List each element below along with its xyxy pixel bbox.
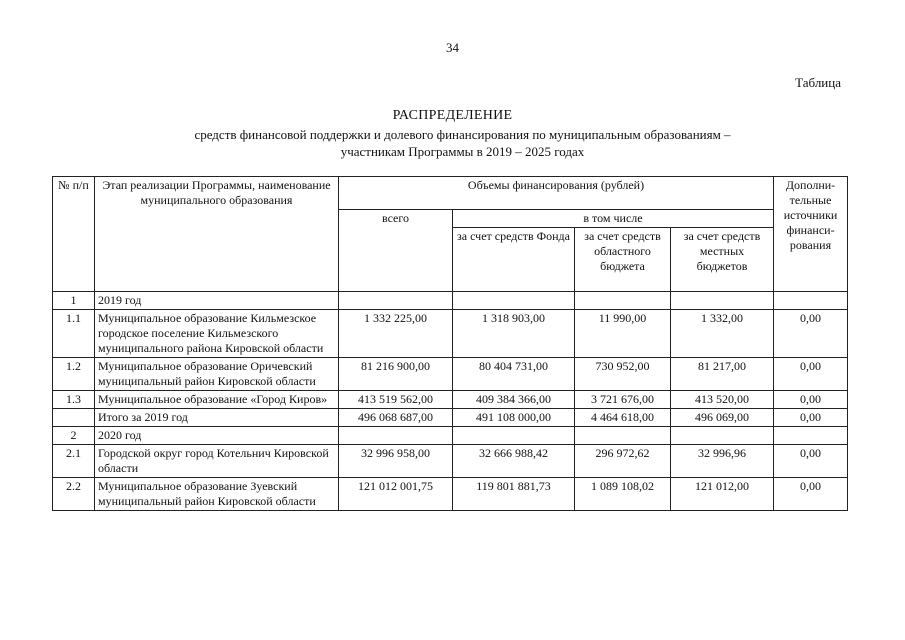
- table-row: [53, 445, 848, 478]
- cell-local: 32 996,96: [671, 445, 774, 478]
- header-total: всего: [339, 210, 453, 292]
- cell-fund: [453, 427, 575, 445]
- cell-regional: 296 972,62: [575, 445, 671, 478]
- cell-local: [671, 292, 774, 310]
- subtitle-line-1: средств финансовой поддержки и долевого финансирования по муниципальным образованиям –: [194, 127, 731, 142]
- cell-total: [339, 292, 453, 310]
- cell-extra: [774, 292, 848, 310]
- cell-regional: 3 721 676,00: [575, 391, 671, 409]
- table-body: [53, 292, 848, 511]
- cell-name: 2020 год: [95, 427, 339, 445]
- cell-extra: 0,00: [774, 310, 848, 358]
- cell-local: 121 012,00: [671, 478, 774, 511]
- cell-extra: [774, 427, 848, 445]
- cell-num: 1: [53, 292, 95, 310]
- cell-regional: 4 464 618,00: [575, 409, 671, 427]
- cell-num: 1.1: [53, 310, 95, 358]
- cell-total: 496 068 687,00: [339, 409, 453, 427]
- header-fund: за счет средств Фонда: [453, 228, 575, 292]
- header-local: за счет средств местных бюджетов: [671, 228, 774, 292]
- cell-regional: 11 990,00: [575, 310, 671, 358]
- cell-fund: 119 801 881,73: [453, 478, 575, 511]
- table-row: [53, 409, 848, 427]
- financing-table: [52, 176, 848, 511]
- cell-fund: 409 384 366,00: [453, 391, 575, 409]
- cell-local: [671, 427, 774, 445]
- header-num: № п/п: [53, 177, 95, 292]
- cell-total: 1 332 225,00: [339, 310, 453, 358]
- document-subtitle: [90, 126, 835, 160]
- header-extra: Дополни-тельные источники финанси-рования: [774, 177, 848, 292]
- cell-total: [339, 427, 453, 445]
- cell-fund: 80 404 731,00: [453, 358, 575, 391]
- cell-total: 81 216 900,00: [339, 358, 453, 391]
- cell-extra: 0,00: [774, 409, 848, 427]
- cell-extra: 0,00: [774, 391, 848, 409]
- cell-extra: 0,00: [774, 445, 848, 478]
- subtitle-line-2: участникам Программы в 2019 – 2025 годах: [340, 144, 585, 159]
- cell-num: [53, 409, 95, 427]
- cell-regional: [575, 427, 671, 445]
- cell-regional: 730 952,00: [575, 358, 671, 391]
- cell-total: 413 519 562,00: [339, 391, 453, 409]
- cell-local: 496 069,00: [671, 409, 774, 427]
- header-volumes: Объемы финансирования (рублей): [339, 177, 774, 210]
- table-label: Таблица: [795, 75, 841, 90]
- table-row: [53, 292, 848, 310]
- cell-name: Итого за 2019 год: [95, 409, 339, 427]
- cell-total: 121 012 001,75: [339, 478, 453, 511]
- cell-fund: 491 108 000,00: [453, 409, 575, 427]
- cell-num: 2.2: [53, 478, 95, 511]
- cell-name: Муниципальное образование Оричевский муниципальный район Кировской области: [95, 358, 339, 391]
- cell-name: Муниципальное образование Кильмезское городское поселение Кильмезского муниципального района Кировской области: [95, 310, 339, 358]
- cell-total: 32 996 958,00: [339, 445, 453, 478]
- cell-fund: 32 666 988,42: [453, 445, 575, 478]
- cell-local: 1 332,00: [671, 310, 774, 358]
- document-title: РАСПРЕДЕЛЕНИЕ: [392, 108, 513, 123]
- cell-num: 1.2: [53, 358, 95, 391]
- cell-regional: [575, 292, 671, 310]
- cell-num: 1.3: [53, 391, 95, 409]
- table-row: [53, 391, 848, 409]
- cell-num: 2: [53, 427, 95, 445]
- cell-extra: 0,00: [774, 358, 848, 391]
- table-row: [53, 478, 848, 511]
- cell-name: 2019 год: [95, 292, 339, 310]
- header-including: в том числе: [453, 210, 774, 228]
- header-stage: Этап реализации Программы, наименование муниципального образования: [95, 177, 339, 292]
- cell-fund: 1 318 903,00: [453, 310, 575, 358]
- page-number: 34: [446, 40, 459, 55]
- cell-local: 81 217,00: [671, 358, 774, 391]
- cell-local: 413 520,00: [671, 391, 774, 409]
- cell-name: Муниципальное образование Зуевский муниципальный район Кировской области: [95, 478, 339, 511]
- header-regional: за счет средств областного бюджета: [575, 228, 671, 292]
- cell-name: Муниципальное образование «Город Киров»: [95, 391, 339, 409]
- table-row: [53, 358, 848, 391]
- cell-name: Городской округ город Котельнич Кировской области: [95, 445, 339, 478]
- cell-extra: 0,00: [774, 478, 848, 511]
- cell-num: 2.1: [53, 445, 95, 478]
- cell-fund: [453, 292, 575, 310]
- table-row: [53, 310, 848, 358]
- cell-regional: 1 089 108,02: [575, 478, 671, 511]
- table-row: [53, 427, 848, 445]
